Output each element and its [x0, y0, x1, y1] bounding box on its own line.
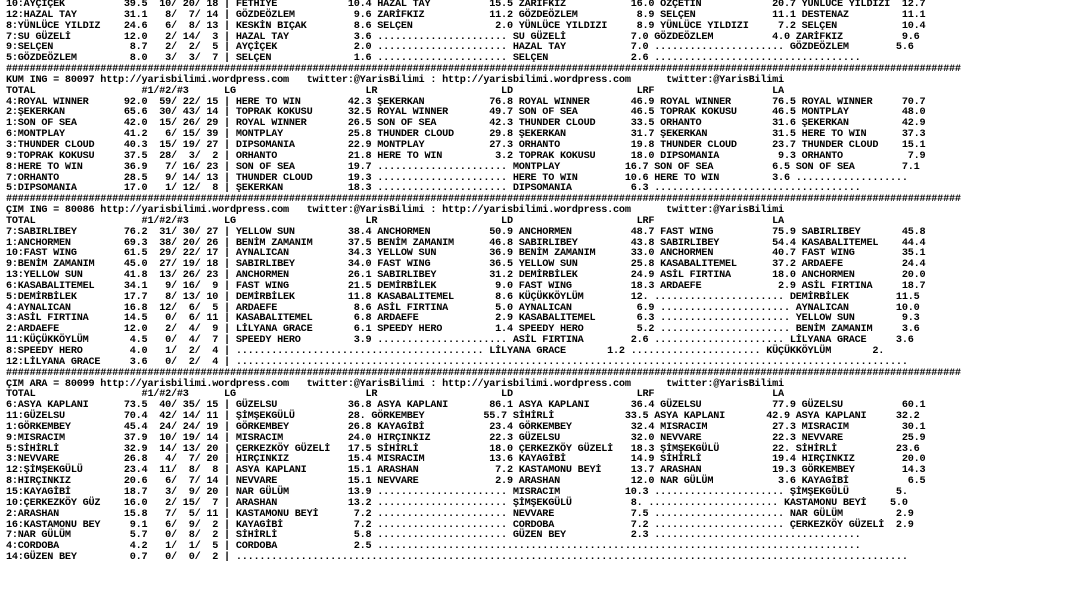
text-line: 7:NAR GÜLÜM 5.7 0/ 8/ 2 | SİHİRLİ 5.8 ...................... GÜZEN BEY 2.3 ...................................	[6, 530, 861, 542]
text-line: TOTAL #1/#2/#3 LG LR LD LRF LA	[6, 215, 784, 227]
text-line: TOTAL #1/#2/#3 LG LR LD LRF LA	[6, 85, 784, 97]
separator-line: ##################################################################################################################################################################	[6, 367, 961, 379]
text-line: 16:KASTAMONU BEY 9.1 6/ 9/ 2 | KAYAGİBİ 7.2 ...................... CORDOBA 7.2 ...................... ÇERKEZKÖY GÜZELİ 2.9	[6, 519, 914, 531]
text-line: ÇIM ING = 80086 http://yarisbilimi.wordpress.com twitter:@YarisBilimi : http://yarisbilimi.wordpress.com twitter:@YarisBilimi	[6, 205, 784, 217]
text-line: 9:MISRACIM 37.9 10/ 19/ 14 | MISRACIM 24.0 HIRÇINKIZ 22.3 GÜZELSU 32.0 NEVVARE 22.3 NEVVARE 25.9	[6, 432, 926, 444]
text-line: KUM ING = 80097 http://yarisbilimi.wordpress.com twitter:@YarisBilimi : http://yarisbilimi.wordpress.com twitter:@YarisBilimi	[6, 74, 784, 86]
text-line: 6:ASYA KAPLANI 73.5 40/ 35/ 15 | GÜZELSU 36.8 ASYA KAPLANI 86.1 ASYA KAPLANI 36.4 GÜZELSU 77.9 GÜZELSU 60.1	[6, 400, 926, 412]
text-line: 11:KÜÇÜKKÖYLÜM 4.5 0/ 4/ 7 | SPEEDY HERO 3.9 ...................... ASİL FIRTINA 2.6 ...................... LİLYANA GRACE 3.6	[6, 335, 914, 347]
text-line: 9:TOPRAK KOKUSU 37.5 28/ 3/ 2 | ORHANTO 21.8 HERE TO WIN 3.2 TOPRAK KOKUSU 18.0 DIPSOMANIA 9.3 ORHANTO 7.9	[6, 150, 926, 162]
text-line: ÇIM ARA = 80099 http://yarisbilimi.wordpress.com twitter:@YarisBilimi : http://yarisbilimi.wordpress.com twitter:@YarisBilimi	[6, 378, 784, 390]
text-line: 12:LİLYANA GRACE 3.6 0/ 2/ 4 | ..................................................................................................................	[6, 356, 908, 368]
text-line: 3:NEVVARE 26.8 4/ 7/ 20 | HIRÇINKIZ 15.4 MISRACIM 13.6 KAYAGİBİ 14.9 SİHİRLİ 19.4 HIRÇINKIZ 20.0	[6, 454, 926, 466]
text-line: 13:YELLOW SUN 41.8 13/ 26/ 23 | ANCHORMEN 26.1 SABIRLIBEY 31.2 DEMİRBİLEK 24.9 ASİL FIRTINA 18.0 ANCHORMEN 20.0	[6, 270, 926, 282]
text-line: 7:SU GÜZELİ 12.0 2/ 14/ 3 | HAZAL TAY 3.6 ...................... SU GÜZELİ 7.0 GÖZDEÖZLEM 4.0 ZARİFKIZ 9.6	[6, 31, 920, 43]
text-line: 7:SABIRLIBEY 76.2 31/ 30/ 27 | YELLOW SUN 38.4 ANCHORMEN 50.9 ANCHORMEN 48.7 FAST WING 75.9 SABIRLIBEY 45.8	[6, 226, 926, 238]
text-line: 6:MONTPLAY 41.2 6/ 15/ 39 | MONTPLAY 25.8 THUNDER CLOUD 29.8 ŞEKERKAN 31.7 ŞEKERKAN 31.5 HERE TO WIN 37.3	[6, 129, 926, 141]
text-line: 8:SPEEDY HERO 4.0 1/ 2/ 4 | .......................................... LİLYANA GRACE 1.2 ...................... KÜÇÜKKÖYLÜM 2.	[6, 346, 885, 357]
text-line: 12:HAZAL TAY 31.1 8/ 7/ 14 | GÖZDEÖZLEM 9.6 ZARİFKIZ 11.2 GÖZDEÖZLEM 8.9 SELÇEN 11.1 DESTENAZ 11.1	[6, 9, 926, 21]
text-line: 9:SELÇEN 8.7 2/ 2/ 5 | AYÇİÇEK 2.0 ...................... HAZAL TAY 7.0 ...................... GÖZDEÖZLEM 5.6	[6, 42, 914, 54]
text-line: 1:ANCHORMEN 69.3 38/ 20/ 26 | BENİM ZAMANIM 37.5 BENİM ZAMANIM 46.8 SABIRLIBEY 43.8 SABIRLIBEY 54.4 KASABALITEMEL 44.4	[6, 237, 926, 249]
text-line: 2:ARDAEFE 12.0 2/ 4/ 9 | LİLYANA GRACE 6.1 SPEEDY HERO 1.4 SPEEDY HERO 5.2 ...................... BENİM ZAMANIM 3.6	[6, 324, 920, 336]
text-line: 2:ARASHAN 15.8 7/ 5/ 11 | KASTAMONU BEYİ 7.2 ...................... NEVVARE 7.5 ...................... NAR GÜLÜM 2.9	[6, 508, 914, 520]
text-line: 8:YÜNLÜCE YILDIZ 24.6 6/ 8/ 13 | KESKİN BIÇAK 8.6 SELÇEN 2.0 YÜNLÜCE YILDIZI 8.9 YÜNLÜCE YILDIZI 7.2 SELÇEN 10.4	[6, 20, 926, 32]
text-line: 11:GÜZELSU 70.4 42/ 14/ 11 | ŞİMŞEKGÜLÜ 28. GÖRKEMBEY 55.7 SİHİRLİ 33.5 ASYA KAPLANI 42.9 ASYA KAPLANI 32.2	[6, 411, 920, 423]
text-line: 8:HERE TO WIN 36.9 7/ 16/ 23 | SON OF SEA 19.7 ...................... MONTPLAY 16.7 SON OF SEA 6.5 SON OF SEA 7.1	[6, 161, 920, 173]
text-line: 12:ŞİMŞEKGÜLÜ 23.4 11/ 8/ 8 | ASYA KAPLANI 15.1 ARASHAN 7.2 KASTAMONU BEYİ 13.7 ARASHAN 19.3 GÖRKEMBEY 14.3	[6, 465, 926, 477]
text-line: 10:ÇERKEZKÖY GÜZ 16.0 2/ 15/ 7 | ARASHAN 13.2 ...................... ŞİMŞEKGÜLÜ 8. ...................... KASTAMONU BEYİ 5.0	[6, 497, 908, 509]
text-line: TOTAL #1/#2/#3 LG LR LD LRF LA	[6, 389, 784, 401]
separator-line: ##################################################################################################################################################################	[6, 194, 961, 206]
text-line: 7:ORHANTO 28.5 9/ 14/ 13 | THUNDER CLOUD 19.3 ...................... HERE TO WIN 10.6 HERE TO WIN 3.6 ...................	[6, 172, 908, 184]
text-line: 6:KASABALITEMEL 34.1 9/ 16/ 9 | FAST WING 21.5 DEMİRBİLEK 9.0 FAST WING 18.3 ARDAEFE 2.9 ASİL FIRTINA 18.7	[6, 280, 926, 292]
text-line: 1:SON OF SEA 42.0 15/ 26/ 29 | ROYAL WINNER 26.5 SON OF SEA 42.3 THUNDER CLOUD 33.5 ORHANTO 31.6 ŞEKERKAN 42.9	[6, 118, 926, 130]
text-line: 5:GÖZDEÖZLEM 8.0 3/ 3/ 7 | SELÇEN 1.6 ...................... SELÇEN 2.6 ...................................	[6, 53, 861, 65]
text-line: 10:FAST WING 61.5 29/ 22/ 17 | AYNALICAN 34.3 YELLOW SUN 36.9 BENİM ZAMANIM 33.0 ANCHORMEN 40.7 FAST WING 35.1	[6, 248, 926, 260]
text-line: 5:SİHİRLİ 32.9 14/ 13/ 20 | ÇERKEZKÖY GÜZELİ 17.5 SİHİRLİ 18.0 ÇERKEZKÖY GÜZELİ 18.3 ŞİMŞEKGÜLÜ 22. SİHİRLİ 23.6	[6, 443, 920, 455]
text-line: 1:GÖRKEMBEY 45.4 24/ 24/ 19 | GÖRKEMBEY 26.8 KAYAGİBİ 23.4 GÖRKEMBEY 32.4 MISRACIM 27.3 MISRACIM 30.1	[6, 421, 926, 433]
text-line: 5:DIPSOMANIA 17.0 1/ 12/ 8 | ŞEKERKAN 18.3 ...................... DIPSOMANIA 6.3 ...................................	[6, 183, 861, 195]
text-line: 9:BENİM ZAMANIM 45.0 27/ 19/ 18 | SABIRLIBEY 34.0 FAST WING 36.5 YELLOW SUN 25.8 KASABALITEMEL 37.2 ARDAEFE 24.4	[6, 259, 926, 271]
text-line: 10:AYÇİÇEK 39.5 10/ 20/ 18 | FETHİYE 10.4 HAZAL TAY 15.5 ZARİFKIZ 16.0 ÖZÇETİN 20.7 YÜNLÜCE YILDIZI 12.7	[6, 0, 926, 10]
text-line: 4:AYNALICAN 16.8 12/ 6/ 5 | ARDAEFE 8.6 ASİL FIRTINA 5.0 AYNALICAN 6.9 ...................... AYNALICAN 10.0	[6, 302, 920, 314]
text-line: 4:ROYAL WINNER 92.0 59/ 22/ 15 | HERE TO WIN 42.3 ŞEKERKAN 76.8 ROYAL WINNER 46.9 ROYAL WINNER 76.5 ROYAL WINNER 70.7	[6, 96, 926, 108]
text-line: 15:KAYAGİBİ 18.7 3/ 9/ 20 | NAR GÜLÜM 13.9 ...................... MISRACIM 10.3 ...................... ŞİMŞEKGÜLÜ 5.	[6, 486, 908, 498]
separator-line: ##################################################################################################################################################################	[6, 64, 961, 76]
text-line: 14:GÜZEN BEY 0.7 0/ 0/ 2 | ..................................................................................................................	[6, 552, 908, 564]
text-line: 5:DEMİRBİLEK 17.7 8/ 13/ 10 | DEMİRBİLEK 11.8 KASABALITEMEL 8.6 KÜÇÜKKÖYLÜM 12. ...................... DEMİRBİLEK 11.5	[6, 291, 920, 303]
text-line: 3:THUNDER CLOUD 40.3 15/ 19/ 27 | DIPSOMANIA 22.9 MONTPLAY 27.3 ORHANTO 19.8 THUNDER CLOUD 23.7 THUNDER CLOUD 15.1	[6, 139, 926, 151]
text-line: 4:CORDOBA 4.2 1/ 1/ 5 | CORDOBA 2.5 ..................................................................................	[6, 541, 861, 553]
text-line: 8:HIRÇINKIZ 20.6 6/ 7/ 14 | NEVVARE 15.1 NEVVARE 2.9 ARASHAN 12.0 NAR GÜLÜM 3.6 KAYAGİBİ 6.5	[6, 476, 926, 488]
text-line: 2:ŞEKERKAN 65.6 30/ 43/ 14 | TOPRAK KOKUSU 32.5 ROYAL WINNER 49.7 SON OF SEA 46.5 TOPRAK KOKUSU 46.5 MONTPLAY 48.0	[6, 107, 926, 119]
text-line: 3:ASİL FIRTINA 14.5 0/ 6/ 11 | KASABALITEMEL 6.8 ARDAEFE 2.9 KASABALITEMEL 6.3 ...................... YELLOW SUN 9.3	[6, 313, 920, 325]
